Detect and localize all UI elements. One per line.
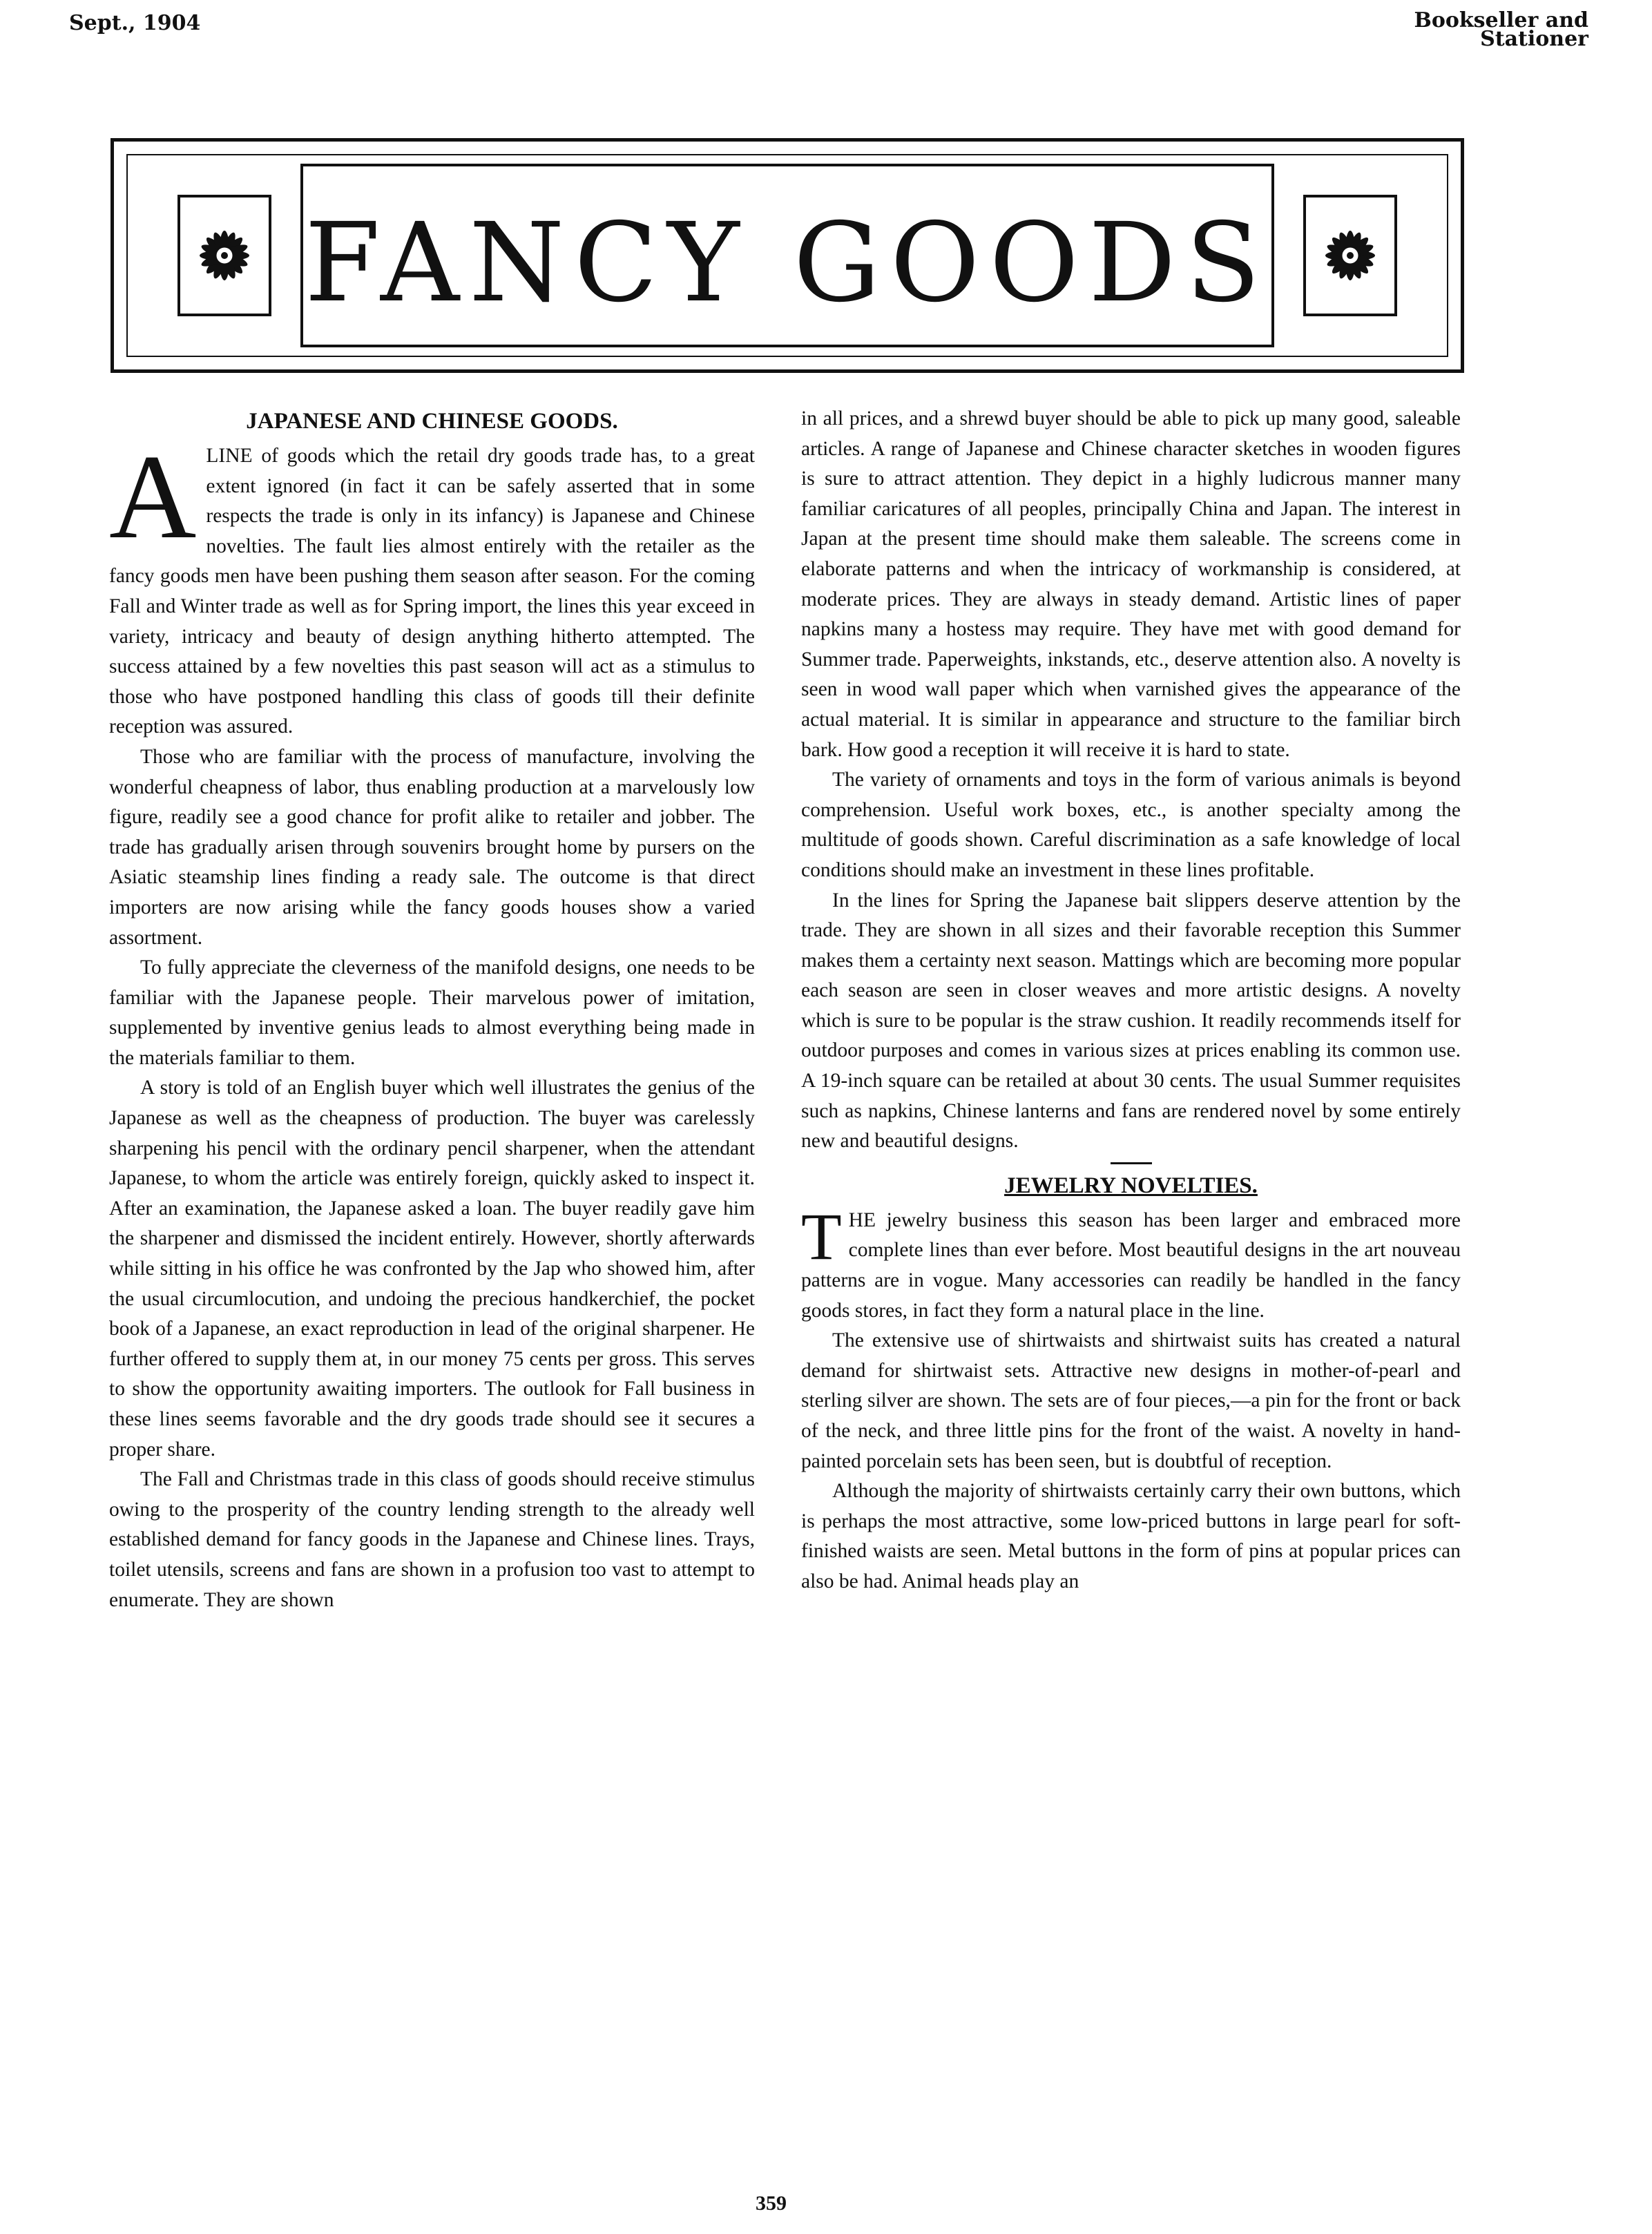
article-paragraph: To fully appreciate the cleverness of the manifold designs, one needs to be familiar with the Japanese people. Their marvelous power of imitation, supplemented by inventive genius leads to almost everything being made in the materials familiar to them. bbox=[109, 956, 755, 1069]
banner-inner-frame bbox=[126, 154, 1448, 357]
section-divider bbox=[1111, 1162, 1152, 1164]
drop-cap: T bbox=[801, 1199, 842, 1273]
article-paragraph: The extensive use of shirtwaists and shirtwaist suits has created a natural demand for shirtwaist sets. Attractive new designs in mother-of-pearl and sterling silver are shown. The sets are of four pieces,—a pin for the front or back of the neck, and three little pins for the front of the waist. A novelty in hand-painted porcelain sets has been seen, but is doubtful of reception. bbox=[801, 1329, 1461, 1472]
article-paragraph: A story is told of an English buyer which well illustrates the genius of the Japanese as well as the cheapness of production. The buyer was carelessly sharpening his pencil with the ordinary pencil sharpener, when the attendant Japanese, to whom the article was entirely foreign, quickly asked to inspect it. After an examination, the Japanese asked a loan. The buyer readily gave him the sharpener and dismissed the incident entirely. However, shortly afterwards while sitting in his office he was confronted by the Jap who showed him, after the usual circumlocution, and undoing the precious handkerchief, the pocket book of a Japanese, an exact reproduction in lead of the original sharpener. He further offered to supply them at, in our money 75 cents per gross. This serves to show the opportunity awaiting importers. The outlook for Fall business in these lines seems favorable and the dry goods trade should see it secures a proper share. bbox=[109, 1077, 755, 1461]
left-column bbox=[109, 404, 755, 1615]
article-heading: JEWELRY NOVELTIES. bbox=[1004, 1173, 1258, 1198]
article-paragraph: Although the majority of shirtwaists certainly carry their own buttons, which is perhaps the most attractive, some low-priced buttons in large pearl for soft-finished waists are seen. Metal buttons in the form of pins at popular prices can also be had. Animal heads play an bbox=[801, 1480, 1461, 1592]
article-paragraph: The variety of ornaments and toys in the form of various animals is beyond comprehension. Useful work boxes, etc., is another specialty among the multitude of goods shown. Careful discrimination as a safe knowledge of local conditions should make an investment in these lines profitable. bbox=[801, 769, 1461, 881]
article-paragraph: In the lines for Spring the Japanese bait slippers deserve attention by the trade. They are shown in all sizes and their favorable reception this Summer makes them a certainty next season. Mattings which are becoming more popular each season are seen in closer weaves and more artistic designs. A novelty which is sure to be popular is the straw cushion. It readily recommends itself for outdoor purposes and comes in various sizes at prices enabling its common use. A 19-inch square can be retailed at about 30 cents. The usual Summer requisites such as napkins, Chinese lanterns and fans are rendered novel by some entirely new and beautiful designs. bbox=[801, 889, 1461, 1153]
chrysanthemum-rosette-icon bbox=[176, 193, 273, 318]
banner-title-box bbox=[300, 164, 1274, 347]
article-heading: JAPANESE AND CHINESE GOODS. bbox=[246, 409, 618, 434]
drop-cap: A bbox=[109, 430, 197, 564]
article-paragraph: LINE of goods which the retail dry goods trade has, to a great extent ignored (in fact it can be safely asserted that in some respects the trade is only in its infancy) is Japanese and Chinese novelties. The fault lies almost entirely with the retailer as the fancy goods men have been pushing them season after season. For the coming Fall and Winter trade as well as for Spring import, the lines this year exceed in variety, intricacy and beauty of design anything hitherto attempted. The success attained by a few novelties this past season will act as a stimulus to those who have postponed handling this class of goods till their definite reception was assured. bbox=[109, 445, 755, 738]
article-paragraph: The Fall and Christmas trade in this class of goods should receive stimulus owing to the prosperity of the country lending strength to the already well established demand for fancy goods in the Japanese and Chinese lines. Trays, toilet utensils, screens and fans are shown in a profusion too vast to attempt to enumerate. They are shown bbox=[109, 1468, 755, 1611]
article-paragraph: HE jewelry business this season has been larger and embraced more complete lines than ever before. Most beautiful designs in the art nouveau patterns are in vogue. Many accessories can readily be handled in the fancy goods stores, in fact they form a natural place in the line. bbox=[801, 1209, 1461, 1322]
article-paragraph: in all prices, and a shrewd buyer should be able to pick up many good, saleable articles. A range of Japanese and Chinese character sketches in wooden figures is sure to attract attention. They depict in a highly ludicrous manner many familiar caricatures of all peoples, principally China and Japan. The interest in Japan at the present time should make them saleable. The screens come in elaborate patterns and when the intricacy of workmanship is considered, at moderate prices. They are always in steady demand. Artistic lines of paper napkins many a hostess may require. They have met with good demand for Summer trade. Paperweights, inkstands, etc., deserve attention also. A novelty is seen in wood wall paper which when varnished gives the appearance of the actual material. It is similar in appearance and structure to the familiar birch bark. How good a reception it will receive it is hard to state. bbox=[801, 407, 1461, 761]
page-number: 359 bbox=[756, 2192, 787, 2215]
article-paragraph: Those who are familiar with the process of manufacture, involving the wonderful cheapness of labor, thus enabling production at a marvelously low figure, readily see a good chance for profit alike to retailer and jobber. The trade has gradually arisen through souvenirs brought home by pursers on the Asiatic steamship lines finding a ready sale. The outcome is that direct importers are now arising while the fancy goods houses show a varied assortment. bbox=[109, 745, 755, 949]
publication-name-line2: Stationer bbox=[1480, 27, 1588, 51]
right-column bbox=[801, 404, 1461, 1597]
section-banner bbox=[111, 138, 1464, 373]
publication-name bbox=[1414, 8, 1589, 51]
publication-name-line1: Bookseller and bbox=[1414, 8, 1588, 32]
chrysanthemum-rosette-icon bbox=[1302, 193, 1399, 318]
banner-title: FANCY GOODS bbox=[305, 200, 1270, 327]
issue-date: Sept., 1904 bbox=[69, 11, 201, 35]
